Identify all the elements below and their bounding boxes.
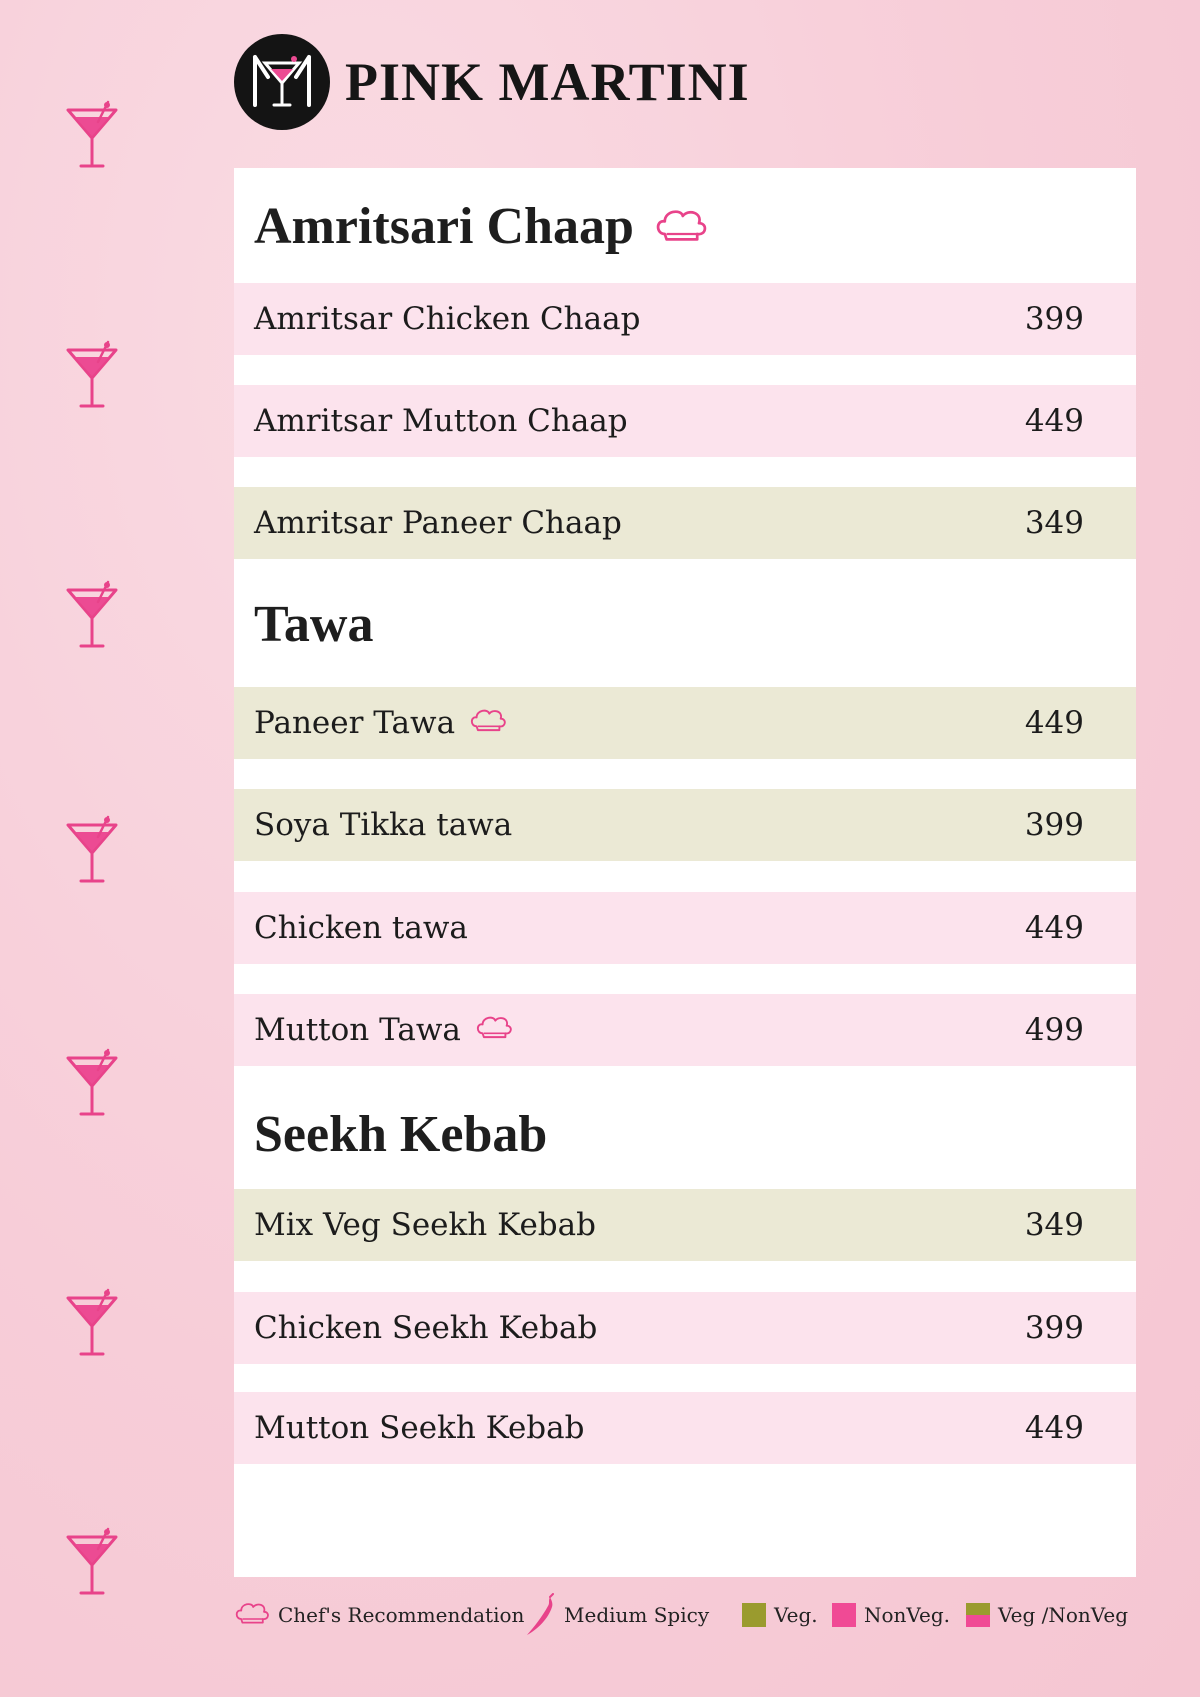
martini-glass-icon bbox=[62, 1288, 122, 1358]
veg-swatch bbox=[742, 1603, 766, 1627]
menu-panel bbox=[234, 168, 1136, 1577]
menu-item-row[interactable] bbox=[234, 994, 1136, 1066]
section-title bbox=[254, 190, 708, 262]
brand-logo bbox=[234, 34, 330, 130]
legend-nonveg-label: NonVeg. bbox=[864, 1603, 951, 1627]
section-title-text: Seekh Kebab bbox=[254, 1105, 548, 1163]
menu-item-name: Chicken tawa bbox=[254, 910, 468, 946]
menu-item-row[interactable] bbox=[234, 892, 1136, 964]
menu-item-price: 449 bbox=[1024, 1410, 1084, 1446]
legend-chef-label: Chef's Recommendation bbox=[278, 1603, 525, 1627]
menu-item-name: Amritsar Paneer Chaap bbox=[254, 505, 622, 541]
menu-item-name: Soya Tikka tawa bbox=[254, 807, 513, 843]
martini-logo-icon bbox=[247, 47, 317, 117]
legend-spicy bbox=[524, 1595, 709, 1635]
menu-item-name: Mutton Tawa bbox=[254, 1012, 461, 1048]
martini-glass-icon bbox=[62, 580, 122, 650]
legend-both-label: Veg /NonVeg bbox=[998, 1603, 1129, 1627]
chili-pepper-icon bbox=[524, 1593, 556, 1637]
section-title bbox=[254, 588, 373, 660]
menu-item-name: Amritsar Mutton Chaap bbox=[254, 403, 628, 439]
legend-spicy-label: Medium Spicy bbox=[564, 1603, 710, 1627]
menu-item-row[interactable] bbox=[234, 283, 1136, 355]
legend-veg-label: Veg. bbox=[774, 1603, 818, 1627]
martini-glass-icon bbox=[62, 340, 122, 410]
martini-glass-icon bbox=[62, 1048, 122, 1118]
menu-item-price: 449 bbox=[1024, 403, 1084, 439]
menu-item-name: Paneer Tawa bbox=[254, 705, 456, 741]
legend-chef bbox=[234, 1595, 524, 1635]
chef-hat-icon bbox=[475, 1012, 513, 1048]
menu-item-name: Chicken Seekh Kebab bbox=[254, 1310, 598, 1346]
menu-item-row[interactable] bbox=[234, 1392, 1136, 1464]
menu-item-row[interactable] bbox=[234, 487, 1136, 559]
martini-glass-icon bbox=[62, 1527, 122, 1597]
brand-name: PINK MARTINI bbox=[345, 52, 750, 112]
menu-item-price: 449 bbox=[1024, 910, 1084, 946]
menu-item-price: 399 bbox=[1024, 807, 1084, 843]
menu-item-row[interactable] bbox=[234, 1292, 1136, 1364]
menu-item-name: Mix Veg Seekh Kebab bbox=[254, 1207, 596, 1243]
menu-item-price: 349 bbox=[1024, 505, 1084, 541]
section-title-text: Amritsari Chaap bbox=[254, 197, 634, 255]
brand-header bbox=[234, 34, 750, 130]
menu-item-price: 399 bbox=[1024, 1310, 1084, 1346]
menu-item-name: Mutton Seekh Kebab bbox=[254, 1410, 585, 1446]
menu-item-price: 349 bbox=[1024, 1207, 1084, 1243]
legend bbox=[234, 1595, 1134, 1635]
martini-glass-icon bbox=[62, 100, 122, 170]
legend-veg bbox=[742, 1595, 818, 1635]
menu-item-price: 399 bbox=[1024, 301, 1084, 337]
menu-item-price: 449 bbox=[1024, 705, 1084, 741]
menu-item-name: Amritsar Chicken Chaap bbox=[254, 301, 641, 337]
menu-item-row[interactable] bbox=[234, 687, 1136, 759]
menu-item-row[interactable] bbox=[234, 789, 1136, 861]
martini-glass-icon bbox=[62, 815, 122, 885]
veg-nonveg-swatch bbox=[966, 1603, 990, 1627]
chef-hat-icon bbox=[469, 705, 507, 741]
nonveg-swatch bbox=[832, 1603, 856, 1627]
chef-hat-icon bbox=[234, 1601, 270, 1630]
menu-item-price: 499 bbox=[1024, 1012, 1084, 1048]
chef-hat-icon bbox=[654, 197, 708, 256]
section-title bbox=[254, 1094, 547, 1174]
menu-item-row[interactable] bbox=[234, 385, 1136, 457]
legend-nonveg bbox=[832, 1595, 950, 1635]
menu-item-row[interactable] bbox=[234, 1189, 1136, 1261]
section-title-text: Tawa bbox=[254, 595, 374, 653]
legend-both bbox=[966, 1595, 1128, 1635]
